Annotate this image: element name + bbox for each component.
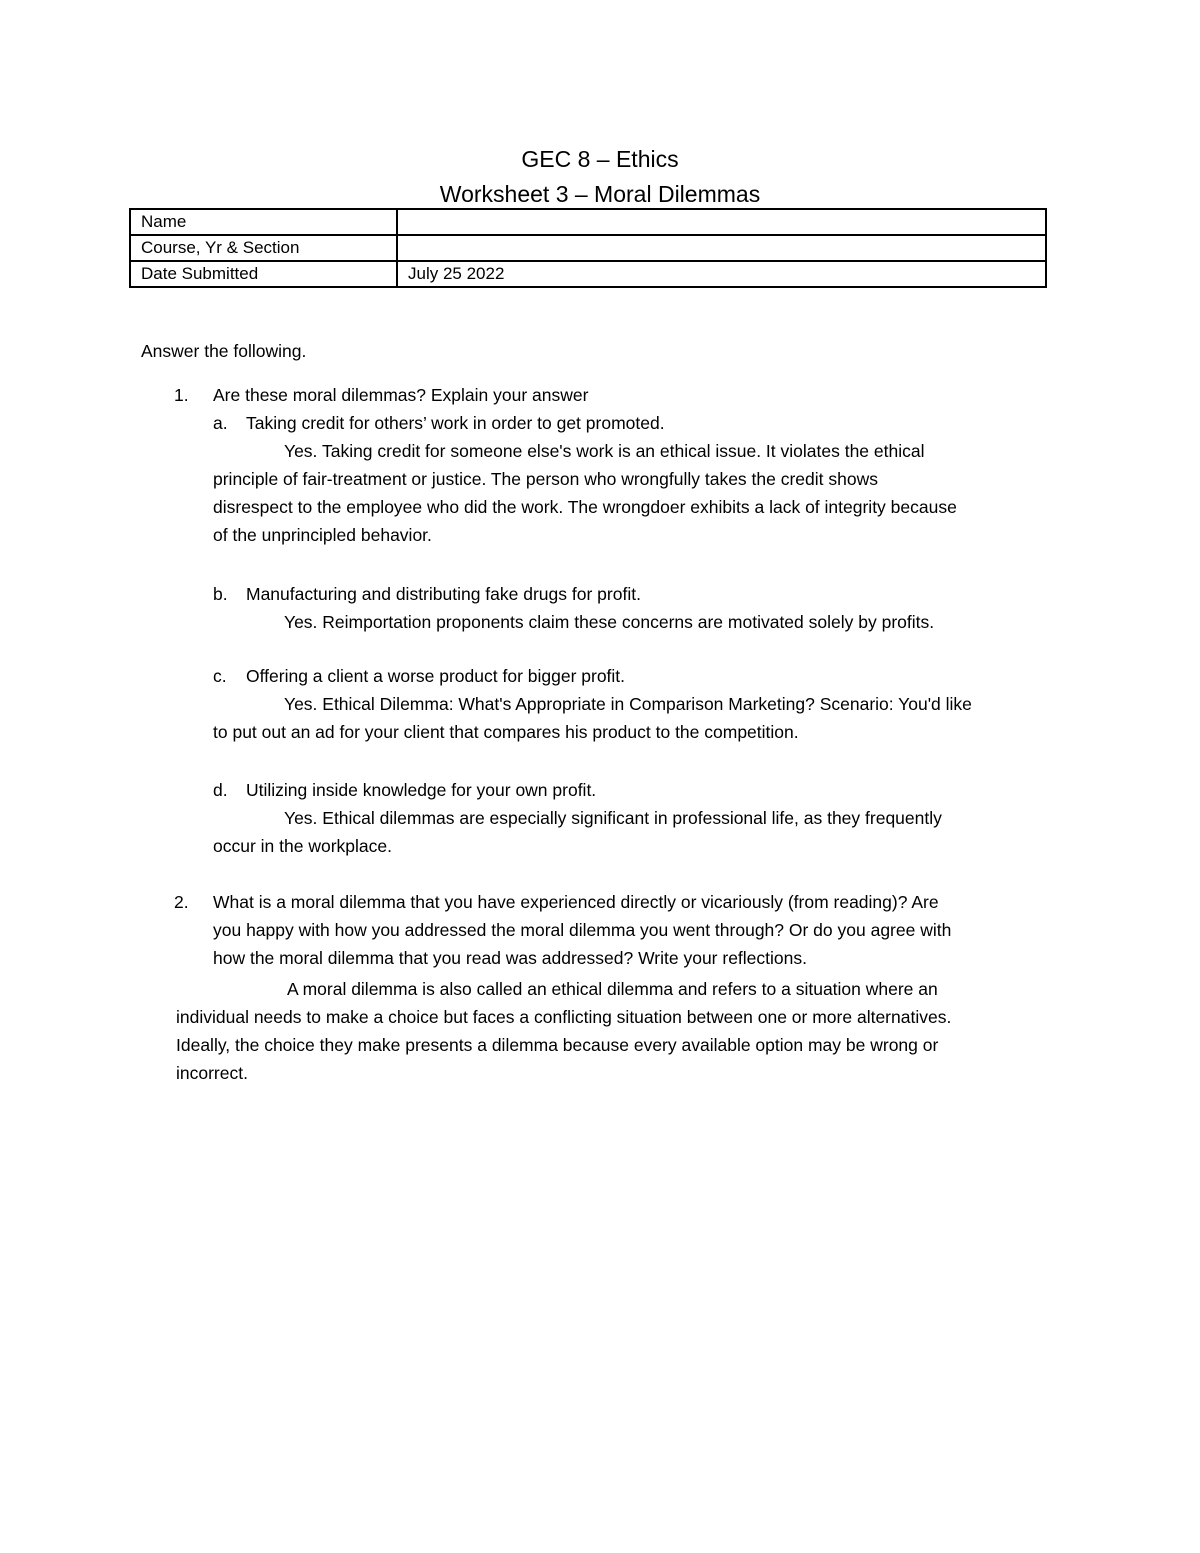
answer-line: Yes. Ethical dilemmas are especially significant in professional life, as they frequently xyxy=(284,808,942,828)
name-label: Name xyxy=(130,209,397,235)
answer-line: to put out an ad for your client that compares his product to the competition. xyxy=(213,722,799,742)
question-number: 1. xyxy=(174,385,189,405)
student-info-table xyxy=(129,208,1047,288)
answer-line: A moral dilemma is also called an ethical dilemma and refers to a situation where an xyxy=(287,979,938,999)
item-letter: b. xyxy=(213,584,228,604)
answer-line: incorrect. xyxy=(176,1063,248,1083)
question-text: What is a moral dilemma that you have experienced directly or vicariously (from reading)? Are xyxy=(213,892,939,912)
item-letter: a. xyxy=(213,413,228,433)
answer-line: Yes. Taking credit for someone else's work is an ethical issue. It violates the ethical xyxy=(284,441,925,461)
worksheet-title: Worksheet 3 – Moral Dilemmas xyxy=(439,181,761,207)
answer-line: Ideally, the choice they make presents a dilemma because every available option may be wrong or xyxy=(176,1035,939,1055)
course-section-value xyxy=(397,235,1046,261)
question-text: you happy with how you addressed the moral dilemma you went through? Or do you agree with xyxy=(213,920,952,940)
answer-line: Yes. Reimportation proponents claim these concerns are motivated solely by profits. xyxy=(284,612,935,632)
answer-line: occur in the workplace. xyxy=(213,836,392,856)
name-value xyxy=(397,209,1046,235)
item-letter: c. xyxy=(213,666,227,686)
answer-line: disrespect to the employee who did the work. The wrongdoer exhibits a lack of integrity because xyxy=(213,497,957,517)
answer-line: individual needs to make a choice but faces a conflicting situation between one or more alternatives. xyxy=(176,1007,952,1027)
item-letter: d. xyxy=(213,780,228,800)
course-section-label: Course, Yr & Section xyxy=(130,235,397,261)
question-number: 2. xyxy=(174,892,189,912)
answer-line: principle of fair-treatment or justice. The person who wrongfully takes the credit shows xyxy=(213,469,878,489)
table-row xyxy=(130,235,1046,261)
answer-line: Yes. Ethical Dilemma: What's Appropriate in Comparison Marketing? Scenario: You'd like xyxy=(284,694,972,714)
table-row xyxy=(130,261,1046,287)
item-prompt: Manufacturing and distributing fake drugs for profit. xyxy=(246,584,641,604)
item-prompt: Taking credit for others’ work in order to get promoted. xyxy=(246,413,665,433)
date-submitted-label: Date Submitted xyxy=(130,261,397,287)
question-text: how the moral dilemma that you read was addressed? Write your reflections. xyxy=(213,948,807,968)
question-text: Are these moral dilemmas? Explain your answer xyxy=(213,385,589,405)
course-title: GEC 8 – Ethics xyxy=(521,146,679,172)
instructions: Answer the following. xyxy=(141,341,307,361)
item-prompt: Offering a client a worse product for bigger profit. xyxy=(246,666,626,686)
item-prompt: Utilizing inside knowledge for your own profit. xyxy=(246,780,597,800)
date-submitted-value: July 25 2022 xyxy=(397,261,1046,287)
answer-line: of the unprincipled behavior. xyxy=(213,525,432,545)
table-row xyxy=(130,209,1046,235)
